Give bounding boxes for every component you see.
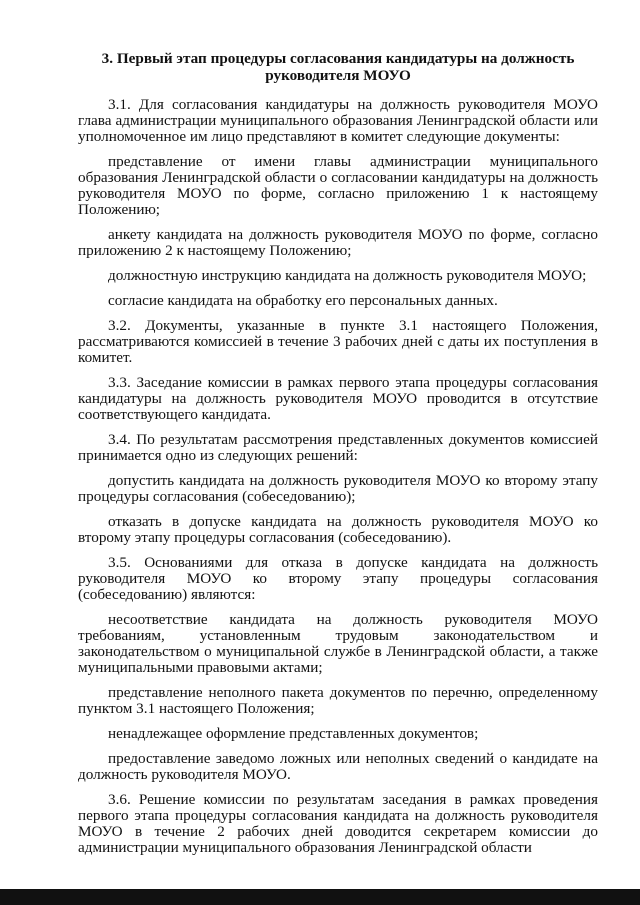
list-item-admit: допустить кандидата на должность руководителя МОУО ко второму этапу процедуры согласования (собеседованию); [78, 472, 598, 505]
list-item-refuse: отказать в допуске кандидата на должность руководителя МОУО ко второму этапу процедуры согласования (собеседованию). [78, 513, 598, 546]
document-page [78, 50, 598, 864]
section-title: 3. Первый этап процедуры согласования кандидатуры на должность руководителя МОУО [101, 50, 575, 84]
paragraph-3-2: 3.2. Документы, указанные в пункте 3.1 настоящего Положения, рассматриваются комиссией в течение 3 рабочих дней с даты их поступления в комитет. [78, 317, 598, 366]
list-item-improper-form: ненадлежащее оформление представленных документов; [108, 725, 479, 742]
list-item-submission: представление от имени главы администрации муниципального образования Ленинградской области о согласовании кандидатуры на должность руководителя МОУО по форме, согласно приложению 1 к настоящему Положению; [78, 153, 598, 218]
list-item-questionnaire: анкету кандидата на должность руководителя МОУО по форме, согласно приложению 2 к настоящему Положению; [78, 226, 598, 259]
paragraph-3-4: 3.4. По результатам рассмотрения представленных документов комиссией принимается одно из следующих решений: [78, 431, 598, 464]
paragraph-3-3: 3.3. Заседание комиссии в рамках первого этапа процедуры согласования кандидатуры на должность руководителя МОУО проводится в отсутствие соответствующего кандидата. [78, 374, 598, 423]
paragraph-3-5: 3.5. Основаниями для отказа в допуске кандидата на должность руководителя МОУО ко второму этапу процедуры согласования (собеседованию) являются: [78, 554, 598, 603]
paragraph-3-1: 3.1. Для согласования кандидатуры на должность руководителя МОУО глава администрации муниципального образования Ленинградской области или уполномоченное им лицо представляют в комитет следующие документы: [78, 96, 598, 145]
list-item-job-description: должностную инструкцию кандидата на должность руководителя МОУО; [108, 267, 587, 284]
list-item-false-info: предоставление заведомо ложных или неполных сведений о кандидате на должность руководителя МОУО. [78, 750, 598, 783]
list-item-incomplete-package: представление неполного пакета документов по перечню, определенному пунктом 3.1 настоящего Положения; [78, 684, 598, 717]
paragraph-3-6: 3.6. Решение комиссии по результатам заседания в рамках проведения первого этапа процедуры согласования кандидата на должность руководителя МОУО в течение 2 рабочих дней доводится секретарем комиссии до администрации муниципального образования Ленинградской области [78, 791, 598, 856]
list-item-consent: согласие кандидата на обработку его персональных данных. [108, 292, 498, 309]
list-item-nonconformity: несоответствие кандидата на должность руководителя МОУО требованиям, установленным трудовым законодательством и законодательством о муниципальной службе в Ленинградской области, а также муниципальными правовыми актами; [78, 611, 598, 676]
scan-edge-bar [0, 889, 640, 905]
